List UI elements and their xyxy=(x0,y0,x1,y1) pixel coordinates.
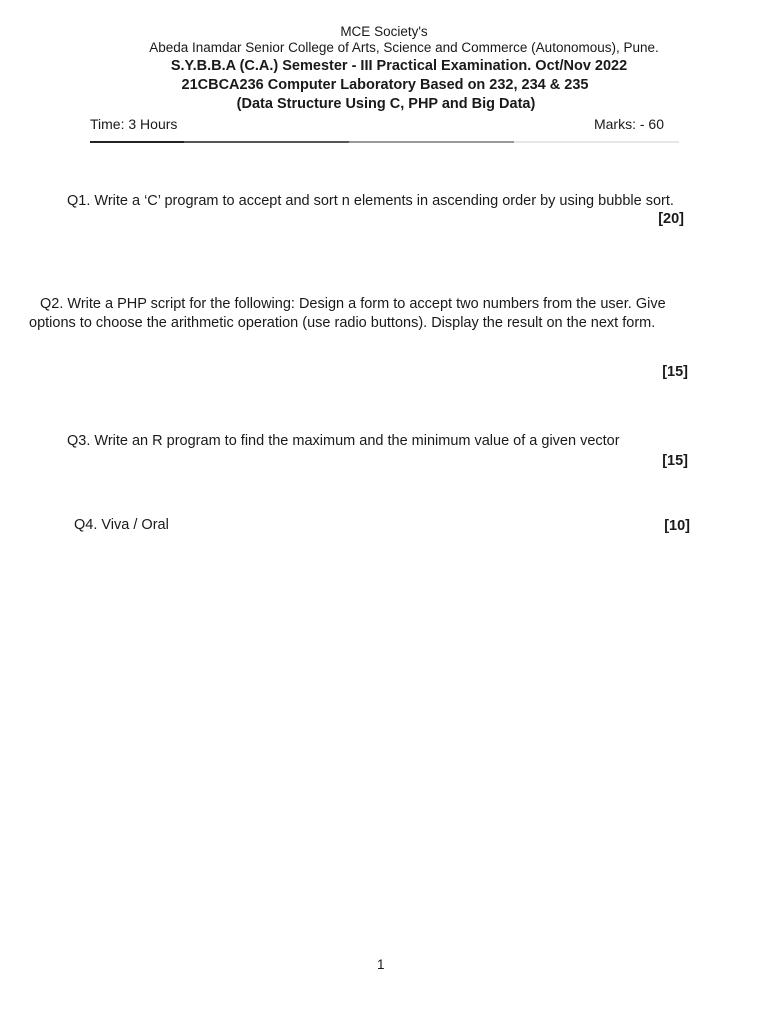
question-2-marks: [15] xyxy=(662,364,688,380)
subject-title: (Data Structure Using C, PHP and Big Data) xyxy=(236,96,536,112)
question-2-text-line-2: options to choose the arithmetic operation (use radio buttons). Display the result on the next form. xyxy=(29,315,656,331)
course-title: 21CBCA236 Computer Laboratory Based on 232, 234 & 235 xyxy=(181,77,589,93)
question-4-marks: [10] xyxy=(664,518,690,534)
exam-total-marks: Marks: - 60 xyxy=(593,116,664,132)
question-4-text: Q4. Viva / Oral xyxy=(74,517,169,533)
question-3-marks: [15] xyxy=(662,453,688,469)
question-3-text: Q3. Write an R program to find the maximum and the minimum value of a given vector xyxy=(67,433,620,449)
question-1-text: Q1. Write a ‘C’ program to accept and sort n elements in ascending order by using bubble sort. xyxy=(67,193,674,209)
question-2-text-line-1: Q2. Write a PHP script for the following: Design a form to accept two numbers from the user. Give xyxy=(40,296,666,312)
page-number: 1 xyxy=(377,957,385,972)
society-name: MCE Society's xyxy=(340,24,428,39)
exam-time: Time: 3 Hours xyxy=(90,116,178,132)
question-1-marks: [20] xyxy=(658,211,684,227)
header-divider xyxy=(90,141,679,143)
exam-title: S.Y.B.B.A (C.A.) Semester - III Practical Examination. Oct/Nov 2022 xyxy=(170,58,628,74)
college-name: Abeda Inamdar Senior College of Arts, Science and Commerce (Autonomous), Pune. xyxy=(149,40,659,55)
